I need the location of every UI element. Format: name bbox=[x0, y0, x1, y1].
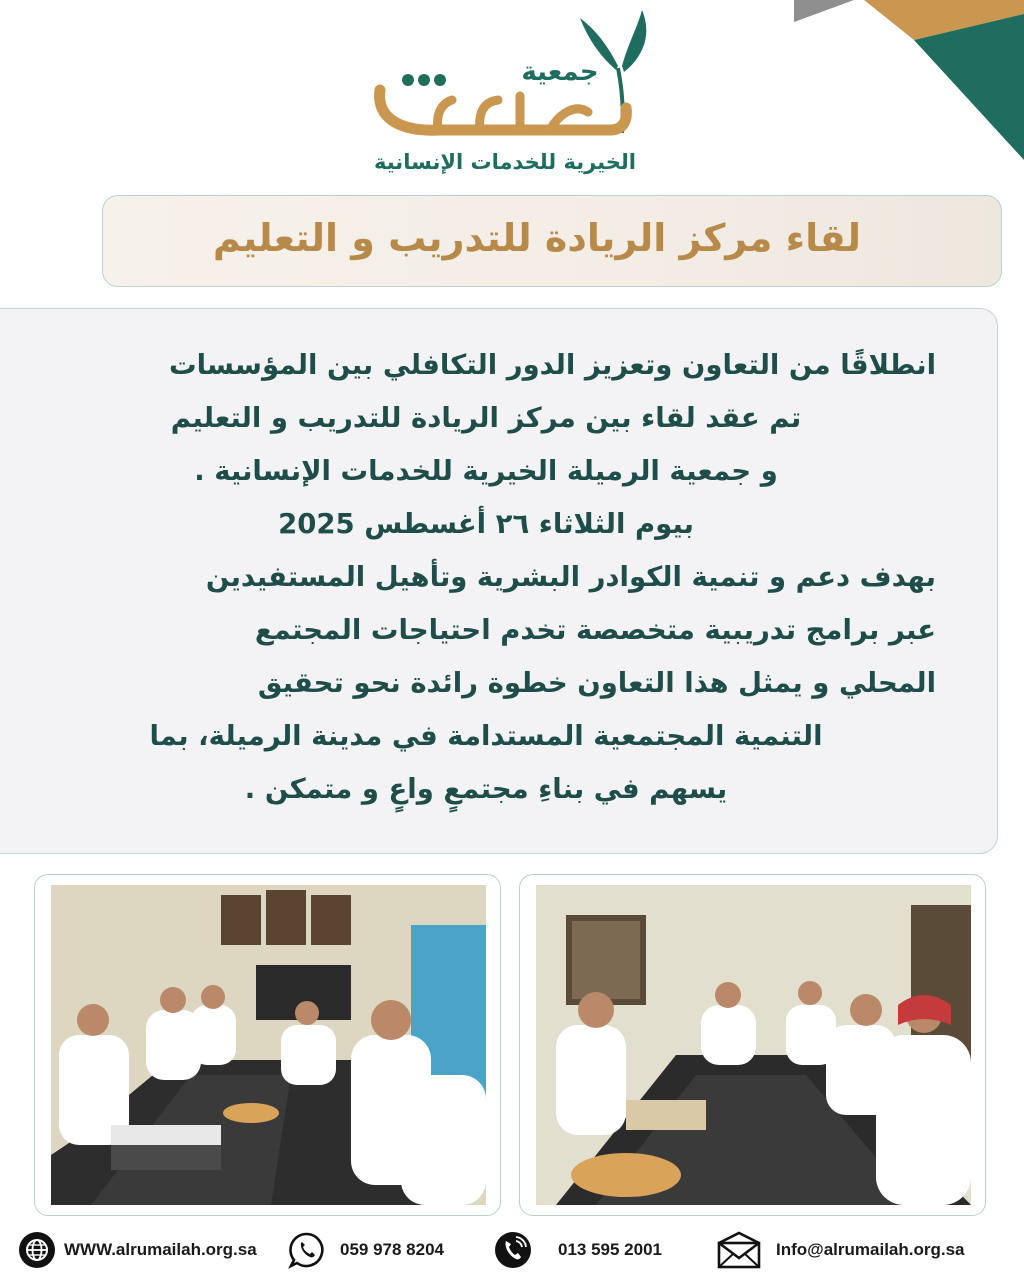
whatsapp-text: 059 978 8204 bbox=[340, 1240, 444, 1259]
footer-email[interactable] bbox=[716, 1228, 965, 1272]
globe-icon bbox=[18, 1231, 56, 1269]
logo-name-small: جمعية bbox=[521, 57, 599, 87]
footer-whatsapp[interactable] bbox=[288, 1228, 444, 1272]
body-line: انطلاقًا من التعاون وتعزيز الدور التكافلي بين المؤسسات bbox=[168, 349, 936, 381]
website-text: WWW.alrumailah.org.sa bbox=[64, 1240, 257, 1259]
email-text: Info@alrumailah.org.sa bbox=[776, 1240, 965, 1259]
mail-icon bbox=[716, 1231, 762, 1269]
corner-decoration bbox=[794, 0, 1024, 160]
body-line: تم عقد لقاء بين مركز الريادة للتدريب و التعليم bbox=[170, 402, 802, 434]
leaf-shape bbox=[622, 10, 646, 72]
body-line: عبر برامج تدريبية متخصصة تخدم احتياجات المجتمع bbox=[254, 614, 936, 646]
body-line: التنمية المجتمعية المستدامة في مدينة الرميلة، بما bbox=[149, 720, 823, 752]
footer-phone[interactable] bbox=[494, 1228, 662, 1272]
meeting-photo-icon bbox=[536, 885, 971, 1205]
body-line: بهدف دعم و تنمية الكوادر البشرية وتأهيل المستفيدين bbox=[205, 561, 936, 593]
body-line: بيوم الثلاثاء ٢٦ أغسطس 2025 bbox=[278, 508, 694, 540]
logo-tagline: الخيرية للخدمات الإنسانية bbox=[374, 150, 636, 174]
page-title: لقاء مركز الريادة للتدريب و التعليم bbox=[212, 216, 861, 260]
phone-icon bbox=[494, 1231, 532, 1269]
body-line: المحلي و يمثل هذا التعاون خطوة رائدة نحو تحقيق bbox=[257, 667, 936, 699]
photo-frame-right bbox=[519, 874, 986, 1216]
body-panel bbox=[0, 308, 998, 854]
body-line: يسهم في بناءِ مجتمعٍ واعٍ و متمكن . bbox=[244, 773, 728, 805]
body-line: و جمعية الرميلة الخيرية للخدمات الإنسانية . bbox=[194, 455, 778, 487]
whatsapp-icon bbox=[288, 1231, 326, 1269]
photo-frame-left bbox=[34, 874, 501, 1216]
meeting-photo-icon bbox=[51, 885, 486, 1205]
footer-website[interactable] bbox=[18, 1228, 257, 1272]
body-text bbox=[36, 339, 936, 816]
phone-text: 013 595 2001 bbox=[558, 1240, 662, 1259]
footer bbox=[0, 1222, 1024, 1278]
title-banner bbox=[102, 195, 1002, 287]
